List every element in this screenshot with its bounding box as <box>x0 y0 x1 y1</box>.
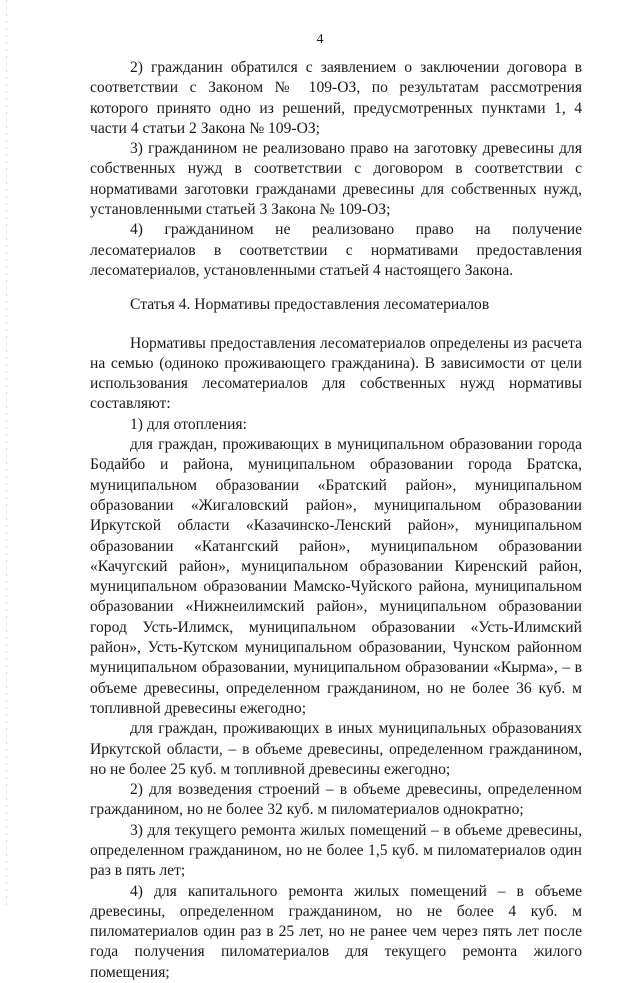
paragraph-item-4: 4) гражданином не реализовано право на получение лесоматериалов в соответствии с нормативами предоставления лесоматериалов, установленными статьей 4 настоящего Закона. <box>90 221 582 279</box>
paragraph-heating-northern: для граждан, проживающих в муниципальном образовании города Бодайбо и района, муниципальном образовании города Братска, муниципальном образовании «Братский район», муниципальном образовании «Жигаловский район», муниципальном образовании Иркутской области «Казачинско-Ленский район», муниципальном образовании «Катангский район», муниципальном образовании «Качугский район», муниципальном образовании Киренский район, муниципальном образовании Мамско-Чуйского района, муниципальном образовании «Нижнеилимский район», муниципальном образовании город Усть-Илимск, муниципальном образовании «Усть-Илимский район», Усть-Кутском муниципальном образовании, Чунском районном муниципальном образовании, муниципальном образовании «Кырма», – в объеме древесины, определенном гражданином, но не более 36 куб. м топливной древесины ежегодно; <box>90 436 582 717</box>
paragraph-construction: 2) для возведения строений – в объеме древесины, определенном гражданином, но не более 32 куб. м пиломатериалов однократно; <box>90 781 582 819</box>
paragraph-item-2: 2) гражданин обратился с заявлением о заключении договора в соответствии с Законом № 109-ОЗ, по результатам рассмотрения которого принято одно из решений, предусмотренных пунктами 1, 4 части 4 статьи 2 Закона № 109-ОЗ; <box>90 59 582 137</box>
page-number: 4 <box>316 32 324 47</box>
document-body <box>90 58 582 983</box>
paragraph-heating-other: для граждан, проживающих в иных муниципальных образованиях Иркутской области, – в объеме древесины, определенном гражданином, но не более 25 куб. м топливной древесины ежегодно; <box>90 720 582 778</box>
paragraph-capital-repair: 4) для капитального ремонта жилых помещений – в объеме древесины, определенном гражданином, но не более 4 куб. м пиломатериалов один раз в 25 лет, но не ранее чем через пять лет после года получения пиломатериалов для текущего ремонта жилого помещения; <box>90 882 582 981</box>
paragraph-norms-intro: Нормативы предоставления лесоматериалов определены из расчета на семью (одиноко проживающего гражданина). В зависимости от цели использования лесоматериалов для собственных нужд нормативы составляют: <box>90 334 582 413</box>
paragraph-heating: 1) для отопления: <box>130 415 247 433</box>
scan-edge <box>6 0 7 905</box>
paragraph-item-3: 3) гражданином не реализовано право на заготовку древесины для собственных нужд в соответствии с договором в соответствии с нормативами заготовки гражданами древесины для собственных нужд, установленными статьей 3 Закона № 109-ОЗ; <box>90 140 582 219</box>
paragraph-current-repair: 3) для текущего ремонта жилых помещений – в объеме древесины, определенном гражданином, но не более 1,5 куб. м пиломатериалов один раз в пять лет; <box>90 821 582 880</box>
article-heading: Статья 4. Нормативы предоставления лесоматериалов <box>130 296 490 314</box>
